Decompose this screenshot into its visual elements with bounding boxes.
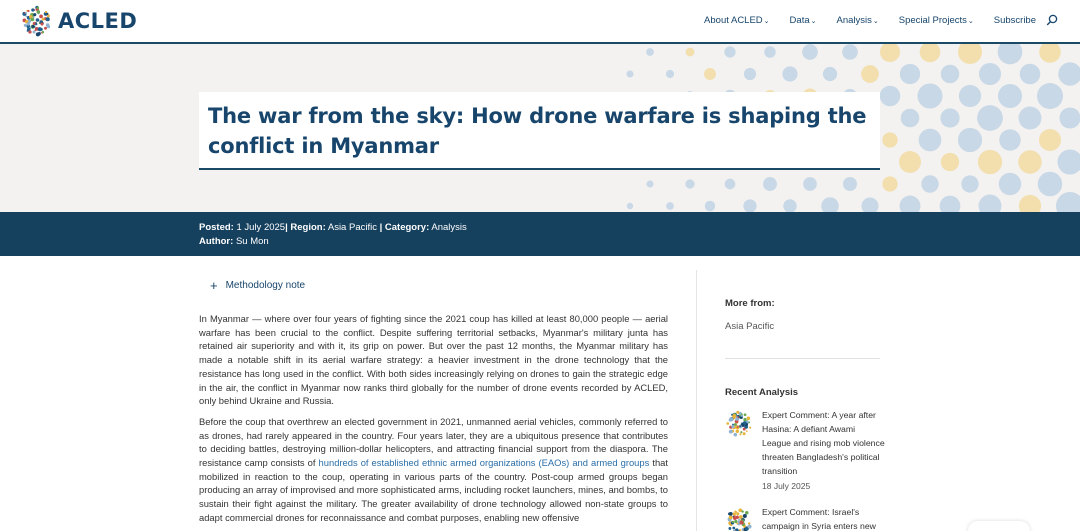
logo-dot xyxy=(740,431,742,433)
logo-dot xyxy=(746,430,748,432)
decorative-dot xyxy=(803,177,817,191)
decorative-dot xyxy=(899,151,921,173)
decorative-dot xyxy=(666,202,674,210)
recent-item[interactable] xyxy=(725,505,885,531)
globe-logo-icon xyxy=(18,5,54,37)
logo-dot xyxy=(39,15,43,19)
decorative-dot xyxy=(941,65,960,84)
logo-dot xyxy=(35,29,37,31)
decorative-dot xyxy=(999,173,1021,195)
logo-dot xyxy=(741,415,743,417)
recent-item[interactable] xyxy=(725,408,885,491)
logo-dot xyxy=(42,31,44,33)
decorative-dot xyxy=(1039,129,1061,151)
acled-globe-thumbnail-icon xyxy=(725,410,753,438)
logo-dot xyxy=(732,521,734,523)
author-name[interactable]: Su Mon xyxy=(235,236,269,247)
chevron-down-icon: ⌄ xyxy=(872,17,879,25)
nav-data-label: Data xyxy=(789,14,810,26)
logo-dot xyxy=(739,433,741,435)
logo-dot xyxy=(33,22,36,25)
logo-dot xyxy=(735,418,738,421)
decorative-dot xyxy=(861,65,879,83)
decorative-dot xyxy=(821,197,839,212)
category-value[interactable]: Analysis xyxy=(431,222,467,233)
decorative-dot xyxy=(941,153,959,171)
logo-dot xyxy=(33,16,35,18)
logo-dot xyxy=(745,511,749,515)
logo-text: ACLED xyxy=(58,9,138,33)
logo-dot xyxy=(737,426,739,428)
logo-dot xyxy=(42,18,45,21)
decorative-dot xyxy=(921,175,939,193)
decorative-dot xyxy=(725,179,736,190)
logo-dot xyxy=(736,512,739,515)
nav-data[interactable] xyxy=(790,15,817,26)
recent-analysis-heading: Recent Analysis xyxy=(725,387,799,398)
decorative-dot xyxy=(940,196,961,212)
decorative-dot xyxy=(783,199,796,212)
logo-dot xyxy=(40,22,43,25)
decorative-dot xyxy=(823,67,837,81)
decorative-dot xyxy=(1039,44,1061,63)
nav-special-projects[interactable] xyxy=(899,15,974,26)
logo-dot xyxy=(748,522,750,524)
logo-dot xyxy=(46,17,50,21)
logo-dot xyxy=(31,8,34,11)
logo-dot xyxy=(729,512,733,516)
logo-dot xyxy=(743,428,746,431)
logo-dot xyxy=(46,23,50,27)
posted-label: Posted: xyxy=(199,222,234,233)
sidebar-rule xyxy=(725,358,880,359)
author-label: Author: xyxy=(199,236,234,247)
decorative-dot xyxy=(977,105,1003,131)
decorative-dot xyxy=(979,195,1002,212)
eao-link[interactable]: hundreds of established ethnic armed organizations (EAOs) and armed groups xyxy=(318,457,650,469)
logo-dot xyxy=(45,11,47,13)
decorative-dot xyxy=(1056,192,1080,212)
region-value[interactable]: Asia Pacific xyxy=(327,222,377,233)
nav-subscribe[interactable]: Subscribe xyxy=(993,14,1036,26)
hero-banner xyxy=(0,44,1080,212)
nav-analysis-label: Analysis xyxy=(836,14,872,26)
recent-item-date: 18 July 2025 xyxy=(762,481,811,491)
methodology-label: Methodology note xyxy=(225,280,306,291)
decorative-dot xyxy=(842,44,858,60)
paragraph-text: that mobilized in reaction to the coup, operating in various parts of the country. Post-coup armed groups began producing an array of improvised and more sophisticated arms, including rocket launchers, mines, and bombs, to sustain their fight against the military. The greater availability of drone technology allowed non-state groups to adapt commercial drones for reconnaissance and combat purposes, enabling new offensive xyxy=(199,457,668,523)
recent-item-title: Expert Comment: Israel's campaign in Syria enters new xyxy=(762,507,876,531)
nav-special-projects-label: Special Projects xyxy=(898,14,967,26)
logo-dot xyxy=(732,527,735,530)
logo-dot xyxy=(731,425,734,428)
decorative-dot xyxy=(900,64,920,84)
decorative-dot xyxy=(1020,64,1041,85)
logo-dot xyxy=(44,27,47,30)
decorative-dot xyxy=(646,180,653,187)
chevron-down-icon: ⌄ xyxy=(763,17,770,25)
decorative-dot xyxy=(861,197,878,212)
acled-globe-thumbnail-icon xyxy=(725,507,753,531)
logo-dot xyxy=(729,430,733,434)
logo-dot xyxy=(744,413,747,416)
logo-dot xyxy=(25,12,27,14)
nav-analysis[interactable] xyxy=(837,15,879,26)
logo-dot xyxy=(734,520,737,523)
article-paragraph: In Myanmar — where over four years of fighting since the 2021 coup has killed at least 80,000 people — aerial warfare has been crucial to the conflict. Despite suffering territorial setbacks, Myanmar's military junta has retained air superiority and with it, its grip on power. But over the past 12 months, the Myanmar military has made a notable shift in its aerial warfare strategy: a heavier investment in the drone technology that the resistance has long used in the conflict. With both sides increasingly relying on drones to gain the strategic edge in the air, the conflict in Myanmar now ranks third globally for the number of drone events recorded by ACLED, only behind Ukraine and Russia. xyxy=(199,313,668,407)
decorative-dot xyxy=(958,128,982,152)
author-row xyxy=(199,236,269,247)
decorative-dot xyxy=(1038,172,1063,197)
logo-dot xyxy=(729,417,733,421)
logo-dot xyxy=(46,13,48,15)
recent-item-title: Expert Comment: A year after Hasina: A defiant Awami League and rising mob violence threaten Bangladesh's political transition xyxy=(762,410,885,476)
logo-dot xyxy=(734,434,736,436)
decorative-dot xyxy=(999,129,1020,150)
decorative-dot xyxy=(940,108,959,127)
search-icon[interactable] xyxy=(1046,14,1058,26)
decorative-dot xyxy=(764,46,776,58)
decorative-dot xyxy=(880,86,901,107)
decorative-dot xyxy=(961,175,978,192)
chevron-down-icon: ⌄ xyxy=(967,17,974,25)
plus-icon: + xyxy=(210,277,218,293)
sidebar-divider xyxy=(696,270,697,531)
logo-dot xyxy=(28,30,31,33)
decorative-dot xyxy=(882,176,897,191)
decorative-dot xyxy=(704,68,716,80)
decorative-dot xyxy=(686,48,695,57)
logo-dot xyxy=(747,417,751,421)
page-title: The war from the sky: How drone warfare is shaping the conflict in Myanmar xyxy=(208,104,867,158)
logo-dot xyxy=(31,25,34,28)
logo-dot xyxy=(25,15,27,17)
logo-dot xyxy=(38,32,41,35)
chevron-down-icon: ⌄ xyxy=(810,17,817,25)
logo-dot xyxy=(748,422,750,424)
logo-dot xyxy=(733,516,737,520)
region-label: | Region: xyxy=(285,222,326,233)
logo-dot xyxy=(736,523,738,525)
decorative-dot xyxy=(1019,107,1042,130)
logo-dot xyxy=(736,430,739,433)
decorative-dot xyxy=(959,85,981,107)
methodology-toggle[interactable] xyxy=(210,277,306,293)
decorative-dot xyxy=(917,83,942,108)
meta-row xyxy=(199,222,467,233)
decorative-dot xyxy=(919,129,942,152)
logo-dot xyxy=(38,27,42,31)
decorative-dot xyxy=(724,46,735,57)
decorative-dot xyxy=(880,44,900,62)
decorative-dot xyxy=(920,44,941,62)
more-from-link[interactable]: Asia Pacific xyxy=(725,321,775,332)
nav-about-label: About ACLED xyxy=(704,14,763,26)
decorative-dot xyxy=(978,150,1002,174)
logo-dot xyxy=(27,22,31,26)
logo-dot xyxy=(743,418,746,421)
main-nav xyxy=(684,14,1058,26)
decorative-dot xyxy=(685,179,694,188)
nav-about[interactable] xyxy=(704,15,770,26)
logo-dot xyxy=(726,422,729,425)
paragraph-text: Before the coup that overthrew an elected government in 2021, unmanned aerial vehicles, commonly referred to as drones, had rarely appeared in the country. Four years later, they are a ubiquitous presence that contributes to deciding battles, destroying million-dollar helicopters, and attracting financial support from the diaspora. The resistance camp consists of xyxy=(199,415,668,469)
logo-dot xyxy=(27,10,29,12)
decorative-dot xyxy=(744,68,756,80)
logo-dot xyxy=(743,514,747,518)
logo-dot xyxy=(743,432,746,435)
decorative-dot xyxy=(627,203,633,209)
site-header xyxy=(0,0,1080,42)
article-meta-bar xyxy=(0,212,1080,256)
decorative-dot xyxy=(998,44,1023,64)
decorative-dot xyxy=(882,132,897,147)
logo-dot xyxy=(27,30,29,32)
logo-dot xyxy=(33,13,36,16)
logo-dot xyxy=(37,7,39,9)
logo-dot xyxy=(747,525,751,529)
article-body xyxy=(199,312,668,531)
decorative-dot xyxy=(998,84,1022,108)
logo-dot xyxy=(733,512,736,515)
decorative-dot xyxy=(843,177,857,191)
decorative-dot xyxy=(782,66,797,81)
decorative-dot xyxy=(646,48,654,56)
category-label: | Category: xyxy=(379,222,430,233)
decorative-dot xyxy=(900,196,921,212)
decorative-dot xyxy=(666,70,674,78)
title-card xyxy=(199,92,880,170)
logo-dot xyxy=(37,10,41,14)
decorative-dot xyxy=(763,177,777,191)
acled-logo[interactable] xyxy=(18,5,137,37)
decorative-dot xyxy=(802,44,818,60)
logo-dot xyxy=(24,24,27,27)
decorative-dot xyxy=(901,109,920,128)
logo-dot xyxy=(743,421,747,425)
decorative-dot xyxy=(1057,149,1080,174)
logo-dot xyxy=(740,521,743,524)
decorative-dot xyxy=(958,44,982,64)
chat-widget[interactable] xyxy=(968,521,1030,531)
decorative-dot xyxy=(1019,195,1041,212)
logo-dot xyxy=(738,509,741,512)
logo-dot xyxy=(749,427,751,429)
logo-dot xyxy=(36,18,40,22)
decorative-dot xyxy=(1059,107,1080,128)
logo-dot xyxy=(728,527,731,530)
posted-date: 1 July 2025 xyxy=(236,222,286,233)
logo-dot xyxy=(36,23,38,25)
logo-dot xyxy=(741,510,743,512)
decorative-dot xyxy=(626,70,633,77)
decorative-dot xyxy=(979,63,1001,85)
decorative-dot xyxy=(705,201,715,211)
decorative-dot xyxy=(1037,83,1063,109)
logo-dot xyxy=(736,411,739,414)
decorative-dot xyxy=(1018,150,1041,173)
logo-dot xyxy=(732,414,736,418)
decorative-dot xyxy=(1058,62,1080,85)
article-paragraph xyxy=(199,415,668,525)
more-from-heading: More from: xyxy=(725,298,775,309)
logo-dot xyxy=(729,515,733,519)
decorative-dot xyxy=(743,199,756,212)
